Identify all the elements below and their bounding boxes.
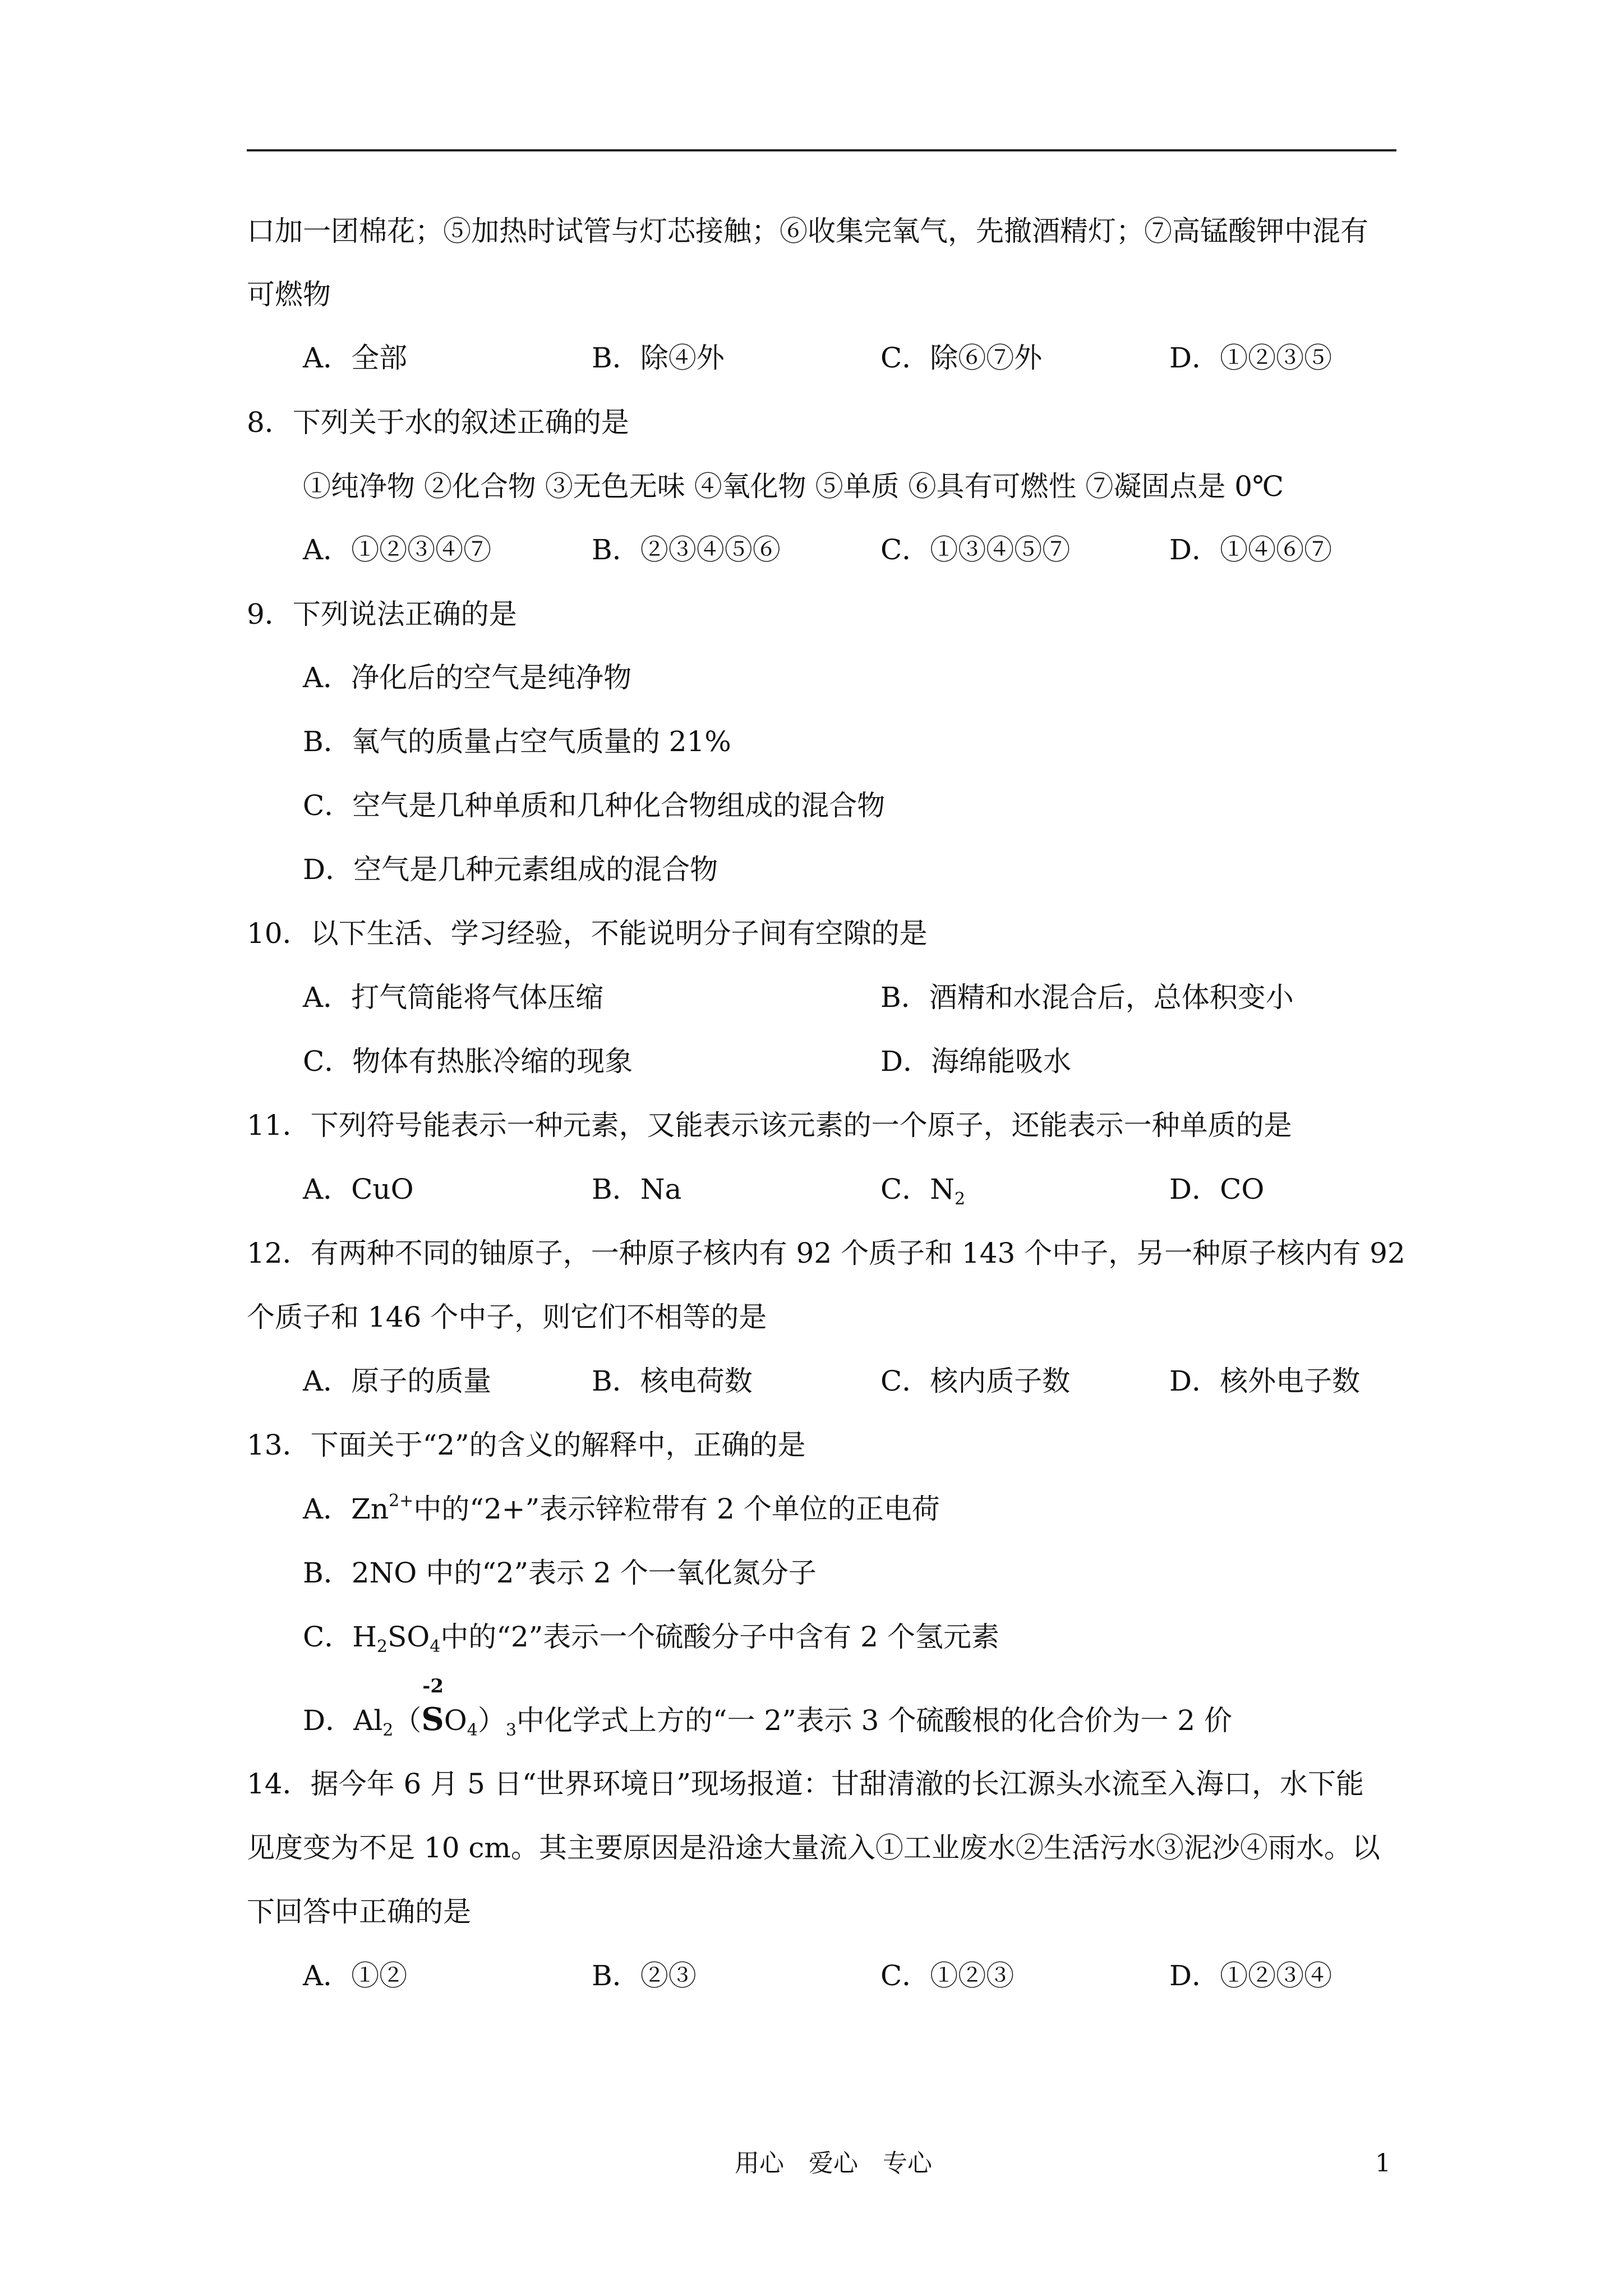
- q8-stem: 8．下列关于水的叙述正确的是: [247, 406, 629, 439]
- option-c[interactable]: C．①②③: [880, 1959, 1015, 1992]
- option-d[interactable]: D．①②③④: [1169, 1959, 1332, 1992]
- option-a[interactable]: A．CuO: [303, 1173, 414, 1205]
- q11-stem: 11．下列符号能表示一种元素，又能表示该元素的一个原子，还能表示一种单质的是: [247, 1109, 1292, 1142]
- option-b[interactable]: B．Na: [592, 1173, 682, 1205]
- text: 中的“2+”表示锌粒带有 2 个单位的正电荷: [413, 1493, 940, 1525]
- oxygen-symbol: O: [444, 1704, 467, 1737]
- paren-open: （: [393, 1704, 422, 1737]
- intro-line-2: 可燃物: [247, 278, 331, 311]
- subscript: 3: [505, 1720, 517, 1740]
- page-number: 1: [1375, 2149, 1391, 2178]
- option-c[interactable]: C．核内质子数: [880, 1365, 1071, 1397]
- text: D．Al: [303, 1704, 383, 1737]
- sulfur-with-valence: [421, 1675, 444, 1738]
- q9-option-c[interactable]: C．空气是几种单质和几种化合物组成的混合物: [303, 789, 886, 822]
- q9-option-a[interactable]: A．净化后的空气是纯净物: [303, 661, 632, 694]
- q8-statement: ①纯净物 ②化合物 ③无色无味 ④氧化物 ⑤单质 ⑥具有可燃性 ⑦凝固点是 0℃: [303, 470, 1284, 503]
- q13-option-c[interactable]: [303, 1620, 999, 1657]
- q12-stem-line-1: 12．有两种不同的铀原子，一种原子核内有 92 个质子和 143 个中子，另一种原子核内有 92: [247, 1237, 1405, 1269]
- option-b[interactable]: B．②③: [592, 1959, 697, 1992]
- option-c-text: C．N: [880, 1173, 955, 1205]
- option-d[interactable]: D．海绵能吸水: [880, 1045, 1072, 1078]
- q12-stem-line-2: 个质子和 146 个中子，则它们不相等的是: [247, 1301, 767, 1333]
- footer-motto: 用心 爱心 专心: [735, 2149, 932, 2178]
- option-d[interactable]: D．①④⑥⑦: [1169, 533, 1332, 566]
- q14-stem-line-1: 14．据今年 6 月 5 日“世界环境日”现场报道：甘甜清澈的长江源头水流至入海口，水下能: [247, 1768, 1364, 1800]
- q9-option-b[interactable]: B．氧气的质量占空气质量的 21%: [303, 725, 731, 758]
- subscript: 4: [467, 1720, 478, 1740]
- q10-stem: 10．以下生活、学习经验，不能说明分子间有空隙的是: [247, 917, 928, 950]
- option-a[interactable]: A．①②③④⑦: [303, 533, 492, 566]
- text: 中的“2”表示一个硫酸分子中含有 2 个氢元素: [440, 1621, 999, 1653]
- option-b[interactable]: B．酒精和水混合后，总体积变小: [880, 981, 1294, 1014]
- q14-stem-line-3: 下回答中正确的是: [247, 1895, 471, 1928]
- option-d[interactable]: D．核外电子数: [1169, 1365, 1361, 1397]
- valence-mark: -2: [422, 1675, 444, 1697]
- q14-stem-line-2: 见度变为不足 10 cm。其主要原因是沿途大量流入①工业废水②生活污水③泥沙④雨水。以: [247, 1832, 1380, 1864]
- option-c[interactable]: C．除⑥⑦外: [880, 342, 1043, 374]
- q13-stem: 13．下面关于“2”的含义的解释中，正确的是: [247, 1429, 806, 1461]
- q13-option-a[interactable]: [303, 1492, 940, 1526]
- option-b[interactable]: B．除④外: [592, 342, 725, 374]
- subscript: 4: [430, 1637, 441, 1657]
- superscript: 2+: [389, 1491, 414, 1511]
- option-b[interactable]: B．②③④⑤⑥: [592, 533, 781, 566]
- option-b[interactable]: B．核电荷数: [592, 1365, 753, 1397]
- text: SO: [387, 1621, 430, 1653]
- text: C．H: [303, 1621, 377, 1653]
- paren-close: ）: [477, 1704, 506, 1737]
- subscript: 2: [382, 1720, 394, 1740]
- subscript: 2: [955, 1189, 966, 1209]
- q13-option-b[interactable]: B．2NO 中的“2”表示 2 个一氧化氮分子: [303, 1557, 817, 1589]
- q13-option-d[interactable]: [303, 1675, 1232, 1740]
- sulfur-symbol: S: [421, 1701, 444, 1738]
- option-a[interactable]: A．全部: [303, 342, 408, 374]
- intro-line-1: 口加一团棉花；⑤加热时试管与灯芯接触；⑥收集完氧气，先撤酒精灯；⑦高锰酸钾中混有: [247, 215, 1368, 247]
- option-d[interactable]: D．CO: [1169, 1173, 1265, 1205]
- option-c[interactable]: C．①③④⑤⑦: [880, 533, 1071, 566]
- option-c[interactable]: C．物体有热胀冷缩的现象: [303, 1045, 633, 1078]
- option-c[interactable]: [880, 1172, 966, 1209]
- header-rule: [247, 149, 1396, 151]
- text: A．Zn: [303, 1493, 389, 1525]
- option-a[interactable]: A．①②: [303, 1959, 408, 1992]
- subscript: 2: [376, 1637, 388, 1657]
- option-a[interactable]: A．打气筒能将气体压缩: [303, 981, 604, 1014]
- q9-stem: 9．下列说法正确的是: [247, 598, 517, 631]
- q9-option-d[interactable]: D．空气是几种元素组成的混合物: [303, 853, 718, 886]
- option-a[interactable]: A．原子的质量: [303, 1365, 492, 1397]
- option-d[interactable]: D．①②③⑤: [1169, 342, 1332, 374]
- text: 中化学式上方的“一 2”表示 3 个硫酸根的化合价为一 2 价: [516, 1704, 1232, 1737]
